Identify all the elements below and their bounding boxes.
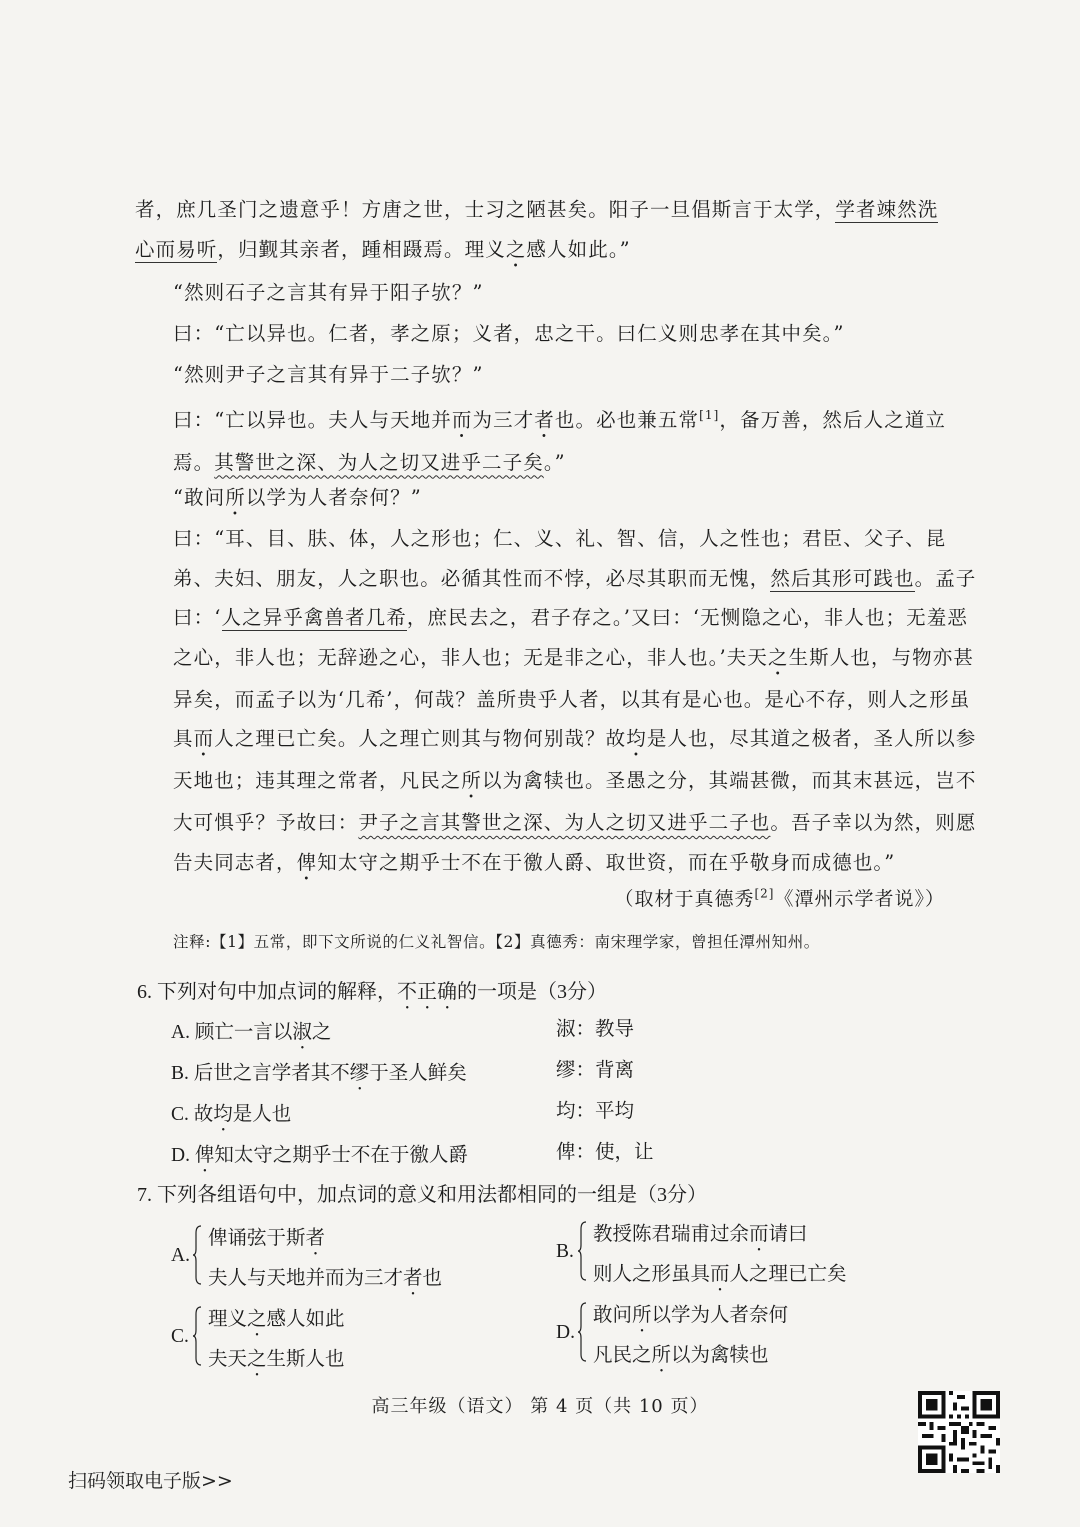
option-a-gloss: 淑：教导 bbox=[556, 1019, 635, 1040]
dotted-word: 而 bbox=[193, 727, 215, 750]
option-sentence-2: 夫天之生斯人也 bbox=[208, 1349, 345, 1370]
passage-paragraph: 曰：“耳、目、肤、体，人之形也；仁、义、礼、智、信，人之性也；君臣、父子、昆弟、夫妇、朋友，人之职也。必循其性而不悖，必尽其职而无愧，然后其形可践也。孟子曰：‘人之异乎禽兽者几希，庶民去之，君子存之。’又曰：‘无恻隐之心，非人也；无羞恶之心，非人也；无辞逊之心，非人也；无是非之心，非人也。’夫天之生斯人也，与物亦甚异矣，而孟子以为‘几希’，何哉？盖所贵乎人者，以其有是心也。是心不存，则人之形虽具而人之理已亡矣。人之理亡则其与物何别哉？故均是人也，尽其道之极者，圣人所以参天地也；违其理之常者，凡民之所以为禽犊也。圣愚之分，其端甚微，而其末甚远，岂不大可惧乎？予故曰：尹子之言其警世之深、为人之切又进乎二子也。吾子幸以为然，则愿告夫同志者，俾知太守之期乎士不在于徼人爵、取世资，而在乎敬身而成德也。” bbox=[173, 527, 977, 874]
underlined-sentence: 学者竦然洗心而易听 bbox=[135, 198, 939, 261]
dotted-word: 而 bbox=[710, 1264, 730, 1285]
question-6-option-d: D. 俾知太守之期乎士不在于徼人爵 bbox=[171, 1145, 468, 1166]
dotted-word: 均 bbox=[213, 1104, 233, 1125]
dotted-word: 均 bbox=[626, 727, 647, 750]
option-label: D. bbox=[556, 1322, 575, 1343]
scan-download-link[interactable]: 扫码领取电子版>> bbox=[68, 1470, 233, 1492]
wavy-underlined-sentence: 尹子之言其警世之深、为人之切又进乎二子也 bbox=[358, 811, 771, 834]
option-c-gloss: 均：平均 bbox=[556, 1101, 635, 1122]
passage-paragraph: 者，庶几圣门之遗意乎！方唐之世，士习之陋甚矣。阳子一旦倡斯言于太学，学者竦然洗心而易听，归觐其亲者，踵相蹑焉。理义之感人如此。” bbox=[135, 198, 939, 261]
passage-paragraph: “然则石子之言其有异于阳子欤？” bbox=[173, 281, 484, 304]
option-sentence-1: 教授陈君瑞甫过余而请曰 bbox=[593, 1224, 808, 1245]
option-sentence-2: 夫人与天地并而为三才者也 bbox=[208, 1268, 443, 1289]
dotted-word: 淑 bbox=[292, 1022, 312, 1043]
dotted-word: 之 bbox=[767, 645, 789, 669]
underlined-sentence: 然后其形可践也 bbox=[770, 566, 915, 590]
dotted-word: 所 bbox=[225, 486, 246, 509]
source-citation: （取材于真德秀[2]《潭州示学者说》） bbox=[614, 886, 945, 910]
left-brace-icon bbox=[578, 1221, 587, 1281]
dotted-word: 之 bbox=[505, 237, 527, 261]
left-brace-icon bbox=[193, 1306, 202, 1366]
passage-paragraph: 曰：“亡以异也。夫人与天地并而为三才者也。必也兼五常[1]，备万善，然后人之道立焉。其警世之深、为人之切又进乎二子矣。” bbox=[173, 408, 947, 474]
question-6-option-b: B. 后世之言学者其不缪于圣人鲜矣 bbox=[171, 1063, 467, 1084]
left-brace-icon bbox=[578, 1302, 587, 1362]
option-label: A. bbox=[171, 1245, 190, 1266]
dotted-word: 之 bbox=[247, 1349, 267, 1370]
dotted-word: 而 bbox=[451, 408, 473, 432]
dotted-word: 所 bbox=[632, 1305, 652, 1326]
page-footer: 高三年级（语文） 第 4 页（共 10 页） bbox=[371, 1396, 709, 1417]
passage-paragraph: 曰：“亡以异也。仁者，孝之原；义者，忠之干。曰仁义则忠孝在其中矣。” bbox=[173, 322, 845, 345]
option-sentence-1: 理义之感人如此 bbox=[208, 1309, 345, 1330]
dotted-word: 所 bbox=[461, 769, 483, 792]
dotted-word: 者 bbox=[305, 1228, 326, 1249]
question-7-stem: 7. 下列各组语句中，加点词的意义和用法都相同的一组是（3分） bbox=[137, 1184, 707, 1206]
underlined-sentence: 人之异乎禽兽者几希 bbox=[221, 606, 407, 629]
option-label: C. bbox=[171, 1326, 189, 1347]
annotation-note: 注释:【1】五常，即下文所说的仁义礼智信。【2】真德秀：南宋理学家，曾担任潭州知州。 bbox=[173, 933, 820, 951]
option-sentence-1: 俾诵弦于斯者 bbox=[208, 1228, 326, 1249]
footnote-marker: [2] bbox=[754, 886, 775, 901]
passage-paragraph: “敢问所以学为人者奈何？” bbox=[173, 486, 422, 509]
qr-code-icon[interactable] bbox=[918, 1391, 1000, 1473]
wavy-underlined-sentence: 其警世之深、为人之切又进乎二子矣 bbox=[214, 450, 544, 474]
dotted-word: 俾 bbox=[194, 1145, 215, 1166]
option-d-gloss: 俾：使，让 bbox=[556, 1142, 654, 1163]
question-6-stem: 6. 下列对句中加点词的解释，不正确的一项是（3分） bbox=[137, 981, 607, 1003]
footnote-marker: [1] bbox=[699, 408, 720, 422]
option-b-gloss: 缪：背离 bbox=[556, 1060, 635, 1081]
passage-paragraph: “然则尹子之言其有异于二子欤？” bbox=[173, 363, 484, 386]
dotted-word: 之 bbox=[247, 1309, 267, 1330]
dotted-word: 者 bbox=[403, 1268, 423, 1289]
option-sentence-1: 敢问所以学为人者奈何 bbox=[593, 1305, 789, 1326]
question-6-option-c: C. 故均是人也 bbox=[171, 1104, 292, 1125]
dotted-word: 而 bbox=[749, 1224, 769, 1245]
option-sentence-2: 则人之形虽具而人之理已亡矣 bbox=[593, 1264, 847, 1285]
dotted-word: 缪 bbox=[349, 1063, 370, 1084]
dotted-word: 俾 bbox=[296, 850, 318, 874]
option-sentence-2: 凡民之所以为禽犊也 bbox=[593, 1345, 769, 1366]
dotted-word: 不正确 bbox=[397, 981, 457, 1003]
option-label: B. bbox=[556, 1241, 574, 1262]
left-brace-icon bbox=[193, 1225, 202, 1285]
question-6-option-a: A. 顾亡一言以淑之 bbox=[171, 1022, 332, 1043]
dotted-word: 所 bbox=[651, 1345, 672, 1366]
dotted-word: 者 bbox=[534, 408, 555, 432]
